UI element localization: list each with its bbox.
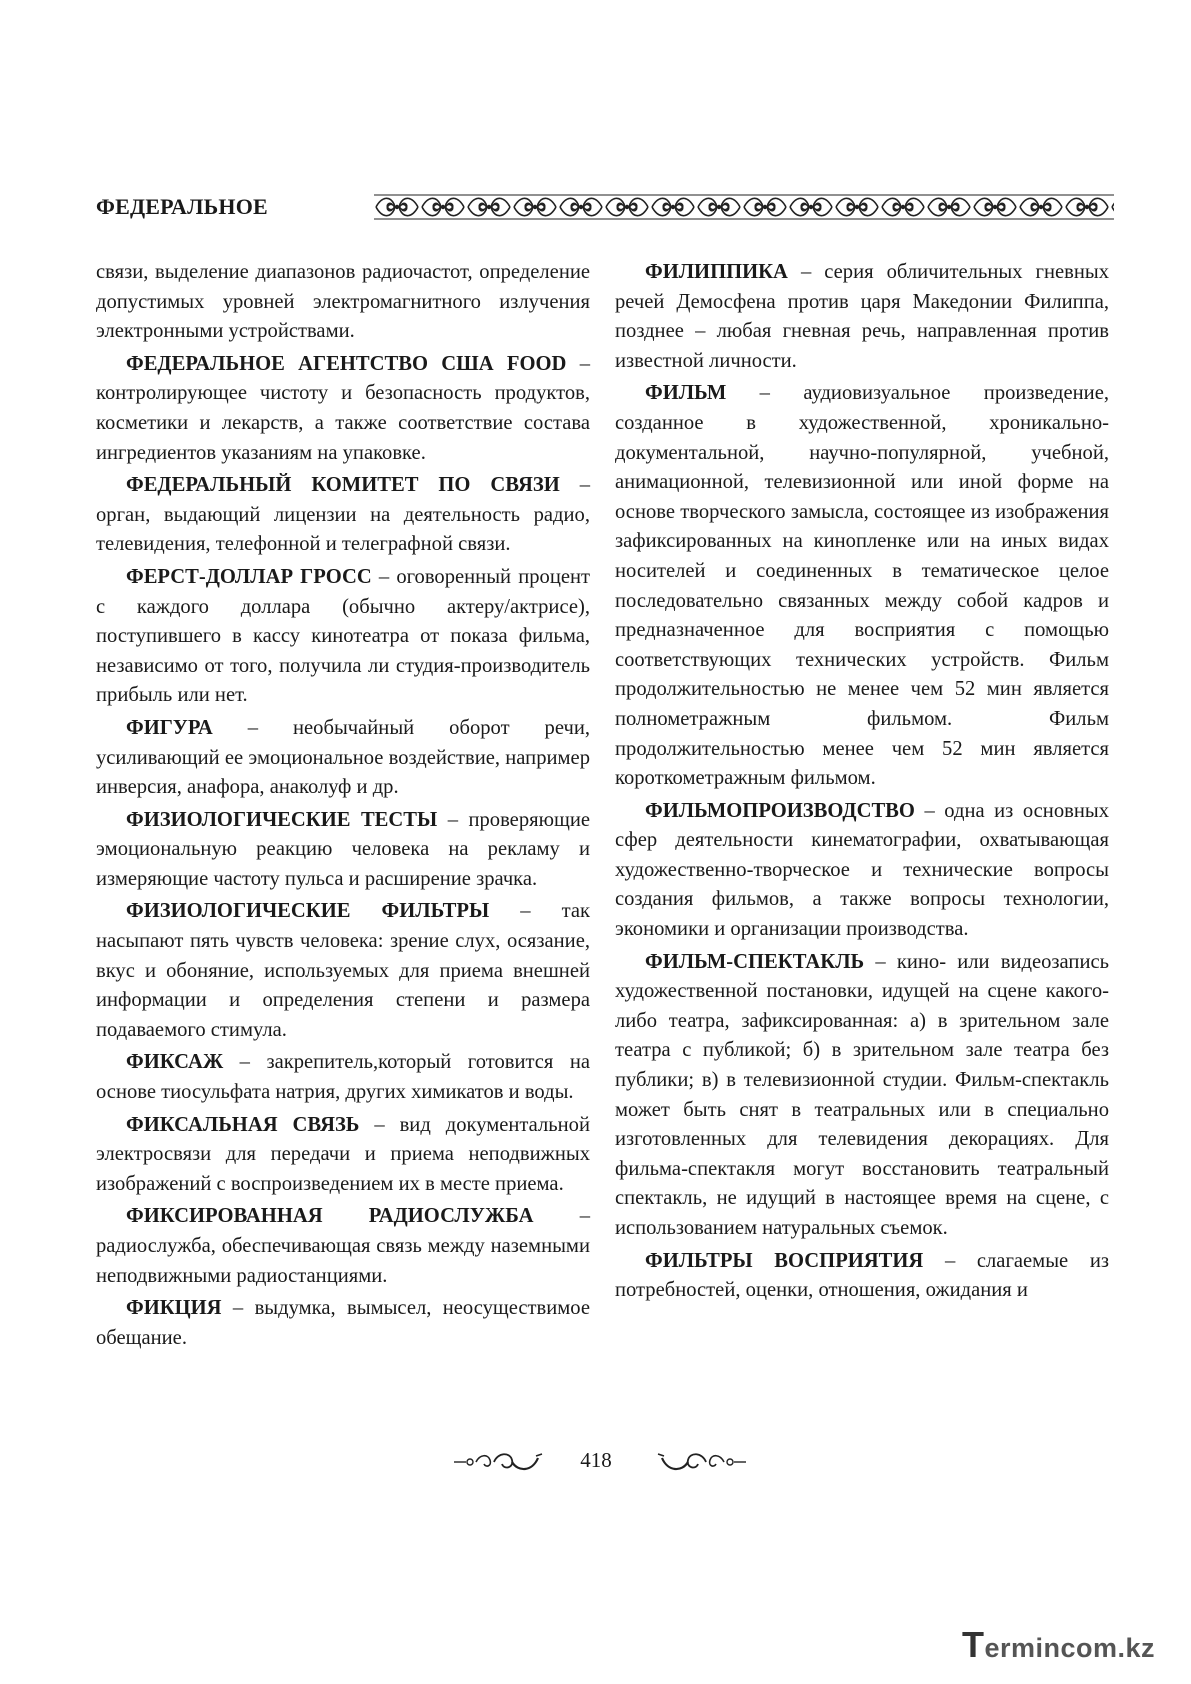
running-title: ФЕДЕРАЛЬНОЕ [96, 194, 268, 219]
entry-term: ФЕРСТ-ДОЛЛАР ГРОСС [126, 565, 372, 588]
dictionary-entry [96, 1202, 590, 1291]
entry-term: ФИЛЬТРЫ ВОСПРИЯТИЯ [645, 1249, 924, 1272]
entry-text: – закрепитель,который готовится на основе тиосульфата натрия, других химикатов и воды. [96, 1051, 590, 1104]
dictionary-entry [96, 1111, 590, 1200]
dictionary-entry [615, 379, 1109, 793]
entry-text: – орган, выдающий лицензии на деятельность радио, телевидения, телефонной и телеграфной связи. [96, 474, 590, 556]
watermark-text: ermincom.kz [984, 1633, 1156, 1663]
entry-text: – оговоренный процент с каждого доллара (обычно актеру/актрисе), поступившего в кассу кинотеатра от показа фильма, независимо от того, получила ли студия-производитель прибыль или нет. [96, 565, 590, 707]
entry-text: – серия обличительных гневных речей Демосфена против царя Македонии Филиппа, позднее – любая гневная речь, направленная против известной личности. [615, 261, 1109, 372]
entry-term: ФИЛИППИКА [645, 261, 788, 283]
entry-text: – одна из основных сфер деятельности кинематографии, охватывающая художественно-творческое и технические вопросы создания фильмов, а также вопросы технологии, экономики и организации производства. [615, 799, 1109, 941]
dictionary-entry [96, 714, 590, 803]
dictionary-entry [96, 471, 590, 560]
page-number: 418 [580, 1448, 612, 1472]
page-footer [0, 1444, 1191, 1484]
entry-text: – контролирующее чистоту и безопасность продуктов, косметики и лекарств, а также соответствие состава ингредиентов указаниям на упаковке. [96, 352, 591, 464]
entry-text: – проверяющие эмоциональную реакцию человека на рекламу и измеряющие частоту пульса и расширение зрачка. [96, 808, 590, 890]
dictionary-entry [615, 1247, 1109, 1306]
entry-term: ФИКСИРОВАННАЯ РАДИОСЛУЖБА [126, 1205, 534, 1228]
entry-term: ФИЗИОЛОГИЧЕСКИЕ ФИЛЬТРЫ [126, 900, 490, 923]
running-head [96, 192, 1116, 226]
entry-term: ФИКЦИЯ [126, 1297, 222, 1320]
dictionary-entry [96, 563, 590, 711]
entry-text: – слагаемые из потребностей, оценки, отношения, ожидания и [615, 1249, 1109, 1302]
entry-term: ФИЗИОЛОГИЧЕСКИЕ ТЕСТЫ [126, 808, 438, 831]
dictionary-entry [96, 350, 590, 468]
scroll-ornament-left-icon [452, 1450, 544, 1474]
ornamental-band-icon [374, 192, 1114, 222]
dictionary-entry [615, 258, 1109, 376]
entry-text: – вид документальной электросвязи для передачи и приема неподвижных изображений с воспроизведением их в месте приема. [96, 1113, 590, 1195]
entry-term: ФИКСАЖ [126, 1051, 224, 1074]
entry-text: – так насыпают пять чувств человека: зрение слух, осязание, вкус и обоняние, используемых для приема внешней информации и определения степени и размера подаваемого стимула. [96, 900, 590, 1041]
entry-text: – выдумка, вымысел, неосуществимое обещание. [96, 1297, 590, 1349]
entry-term: ФИКСАЛЬНАЯ СВЯЗЬ [126, 1113, 360, 1136]
dictionary-entry [96, 897, 590, 1045]
entry-term: ФЕДЕРАЛЬНЫЙ КОМИТЕТ ПО СВЯЗИ [126, 474, 560, 497]
scroll-ornament-right-icon [656, 1450, 748, 1474]
entry-term: ФИЛЬМ-СПЕКТАКЛЬ [645, 950, 865, 973]
entry-text: – аудиовизуальное произведение, созданное в художественной, хроникально-документальной, научно-популярной, учебной, анимационной, телевизионной или иной форме на основе творческого замысла, состоящее из изображения зафиксированных на кинопленке или на иных видах носителей и соединенных в тематическое целое последовательно связанных между собой кадров и предназначенное для восприятия с помощью соответствующих технических устройств. Фильм продолжительностью не менее чем 52 мин является полнометражным фильмом. Фильм продолжительностью менее чем 52 мин является короткометражным фильмом. [615, 382, 1109, 790]
dictionary-entry [96, 258, 590, 347]
dictionary-entry [615, 797, 1109, 945]
site-watermark [962, 1624, 1155, 1666]
entry-term: ФИЛЬМ [645, 382, 727, 405]
entry-text: – необычайный оборот речи, усиливающий ее эмоциональное воздействие, например инверсия, анафора, анаколуф и др. [96, 716, 590, 799]
watermark-first-letter: T [962, 1624, 985, 1665]
entry-term: ФИГУРА [126, 716, 213, 739]
entry-term: ФЕДЕРАЛЬНОЕ АГЕНТСТВО США FOOD [126, 352, 567, 375]
dictionary-entry [96, 806, 590, 895]
left-column [96, 258, 590, 1356]
entry-text: связи, выделение диапазонов радиочастот, определение допустимых уровней электромагнитного излучения электронными устройствами. [96, 261, 590, 343]
dictionary-entry [96, 1294, 590, 1353]
right-column [615, 258, 1109, 1309]
entry-text: – радиослужба, обеспечивающая связь между наземными неподвижными радиостанциями. [96, 1205, 590, 1287]
dictionary-entry [96, 1048, 590, 1107]
entry-text: – кино- или видеозапись художественной постановки, идущей на сцене какого-либо театра, зафиксированная: а) в зрительном зале театра с публикой; б) в зрительном зале театра без публики; в) в телевизионной студии. Фильм-спектакль может быть снят в театральных или в специально изготовленных для телевидения декорациях. Для фильма-спектакля могут восстановить театральный спектакль, не идущий в настоящее время на сцене, с использованием натуральных съемок. [615, 950, 1109, 1239]
dictionary-entry [615, 948, 1109, 1244]
entry-term: ФИЛЬМОПРОИЗВОДСТВО [645, 799, 915, 822]
